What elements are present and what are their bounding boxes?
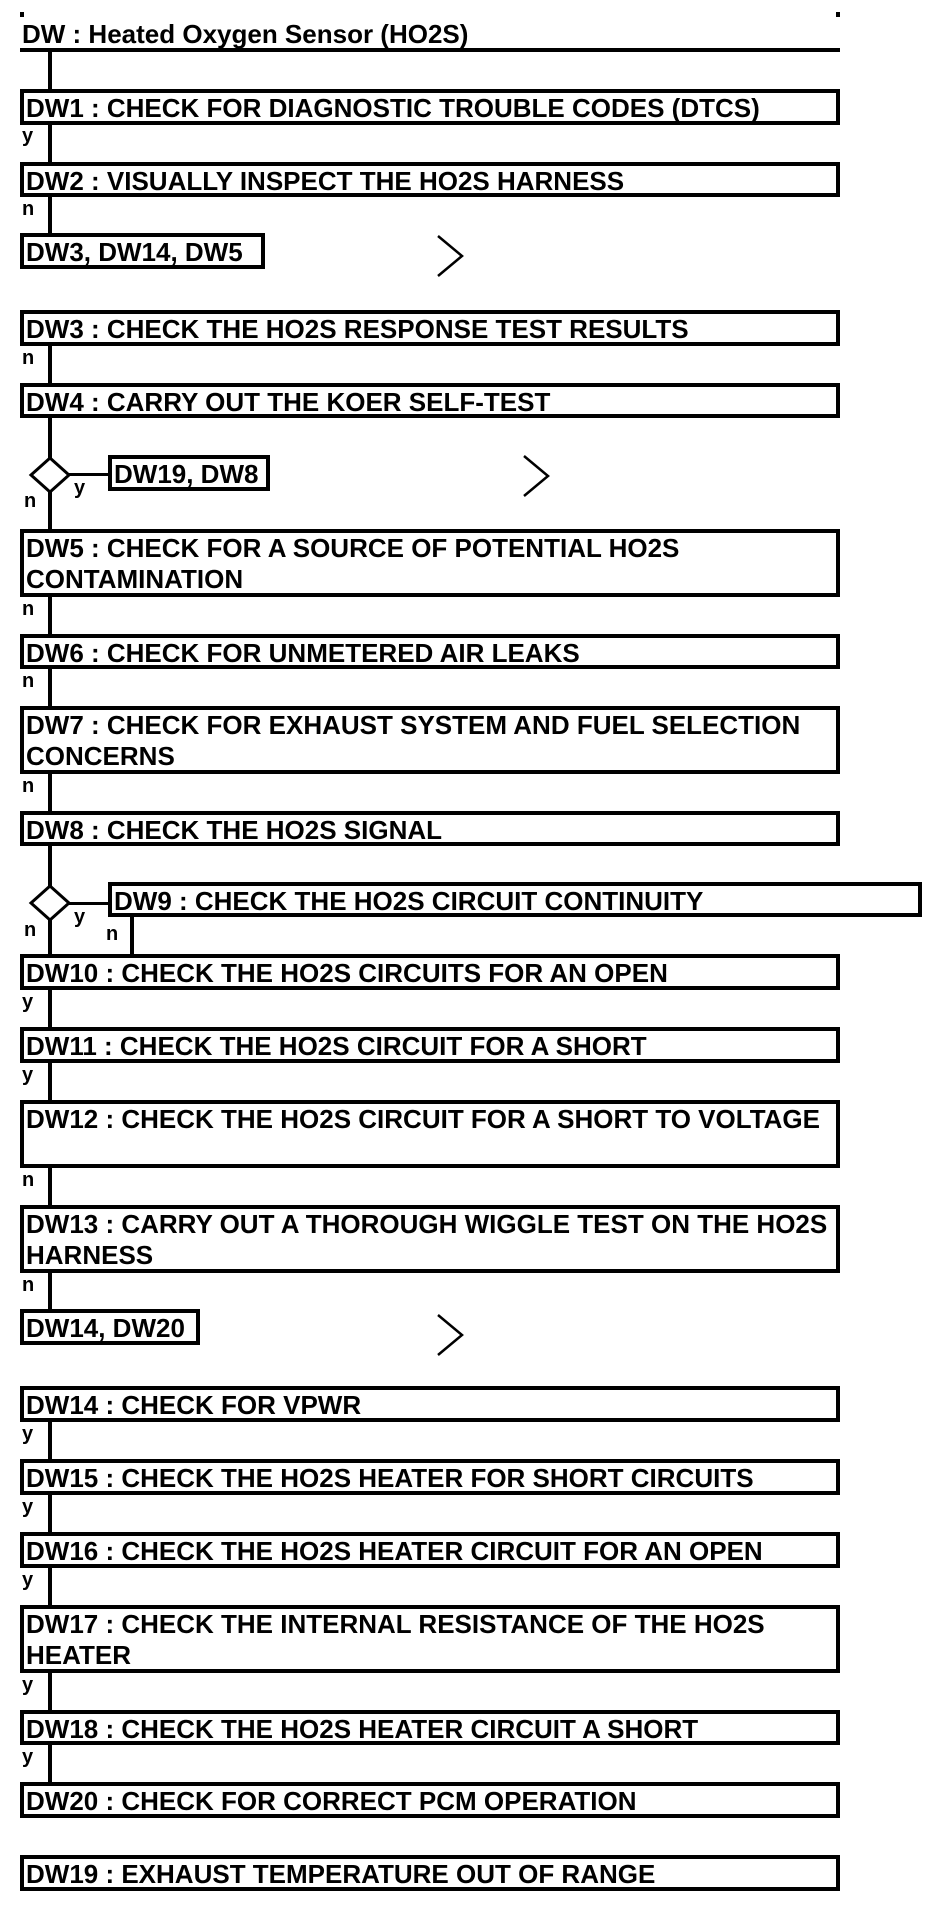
step-dw20: DW20 : CHECK FOR CORRECT PCM OPERATION	[20, 1782, 840, 1818]
branch-label-yes: y	[22, 1064, 34, 1086]
ref-box-dw19-dw8: DW19, DW8	[108, 455, 270, 491]
step-dw10: DW10 : CHECK THE HO2S CIRCUITS FOR AN OPEN	[20, 954, 840, 990]
chevron-right-icon	[438, 236, 462, 276]
step-dw3: DW3 : CHECK THE HO2S RESPONSE TEST RESULTS	[20, 310, 840, 346]
branch-label-no: n	[22, 775, 35, 797]
branch-label-yes: y	[22, 1496, 34, 1518]
step-dw8: DW8 : CHECK THE HO2S SIGNAL	[20, 811, 840, 846]
chevron-right-icon	[524, 456, 548, 496]
branch-label-no: n	[22, 670, 35, 692]
branch-label-yes: y	[22, 1674, 34, 1696]
decision-diamond-dw8	[31, 886, 69, 920]
branch-label-no: n	[22, 1274, 35, 1296]
step-dw4: DW4 : CARRY OUT THE KOER SELF-TEST	[20, 383, 840, 418]
step-dw11: DW11 : CHECK THE HO2S CIRCUIT FOR A SHORT	[20, 1027, 840, 1063]
branch-label-yes: y	[22, 1423, 34, 1445]
branch-label-no: n	[24, 919, 37, 941]
step-dw1: DW1 : CHECK FOR DIAGNOSTIC TROUBLE CODES (DTCS)	[20, 89, 840, 125]
branch-label-no: n	[22, 598, 35, 620]
decision-diamond-dw4	[31, 458, 69, 492]
step-dw19: DW19 : EXHAUST TEMPERATURE OUT OF RANGE	[20, 1855, 840, 1891]
step-dw7: DW7 : CHECK FOR EXHAUST SYSTEM AND FUEL SELECTION CONCERNS	[20, 706, 840, 774]
branch-label-yes: y	[22, 991, 34, 1013]
branch-label-no: n	[24, 490, 37, 512]
branch-label-no: n	[22, 198, 35, 220]
step-dw18: DW18 : CHECK THE HO2S HEATER CIRCUIT A SHORT	[20, 1710, 840, 1745]
branch-label-yes: y	[22, 1569, 34, 1591]
step-dw16: DW16 : CHECK THE HO2S HEATER CIRCUIT FOR AN OPEN	[20, 1532, 840, 1568]
branch-label-yes: y	[74, 477, 86, 499]
branch-label-yes: y	[22, 1746, 34, 1768]
step-dw15: DW15 : CHECK THE HO2S HEATER FOR SHORT CIRCUITS	[20, 1459, 840, 1495]
step-dw12: DW12 : CHECK THE HO2S CIRCUIT FOR A SHORT TO VOLTAGE	[20, 1100, 840, 1168]
branch-label-no: n	[106, 923, 119, 945]
chevron-right-icon	[438, 1315, 462, 1355]
chart-title: DW : Heated Oxygen Sensor (HO2S)	[20, 17, 840, 52]
step-dw14: DW14 : CHECK FOR VPWR	[20, 1386, 840, 1422]
step-dw9: DW9 : CHECK THE HO2S CIRCUIT CONTINUITY	[108, 882, 922, 917]
branch-label-yes: y	[22, 125, 34, 147]
step-dw13: DW13 : CARRY OUT A THOROUGH WIGGLE TEST ON THE HO2S HARNESS	[20, 1205, 840, 1273]
step-dw6: DW6 : CHECK FOR UNMETERED AIR LEAKS	[20, 634, 840, 669]
branch-label-no: n	[22, 1169, 35, 1191]
branch-label-no: n	[22, 347, 35, 369]
branch-label-yes: y	[74, 906, 86, 928]
step-dw17: DW17 : CHECK THE INTERNAL RESISTANCE OF THE HO2S HEATER	[20, 1605, 840, 1673]
step-dw2: DW2 : VISUALLY INSPECT THE HO2S HARNESS	[20, 162, 840, 197]
ref-box-dw14-dw20: DW14, DW20	[20, 1309, 200, 1345]
step-dw5: DW5 : CHECK FOR A SOURCE OF POTENTIAL HO2S CONTAMINATION	[20, 529, 840, 597]
ref-box-dw3-dw14-dw5: DW3, DW14, DW5	[20, 233, 265, 269]
